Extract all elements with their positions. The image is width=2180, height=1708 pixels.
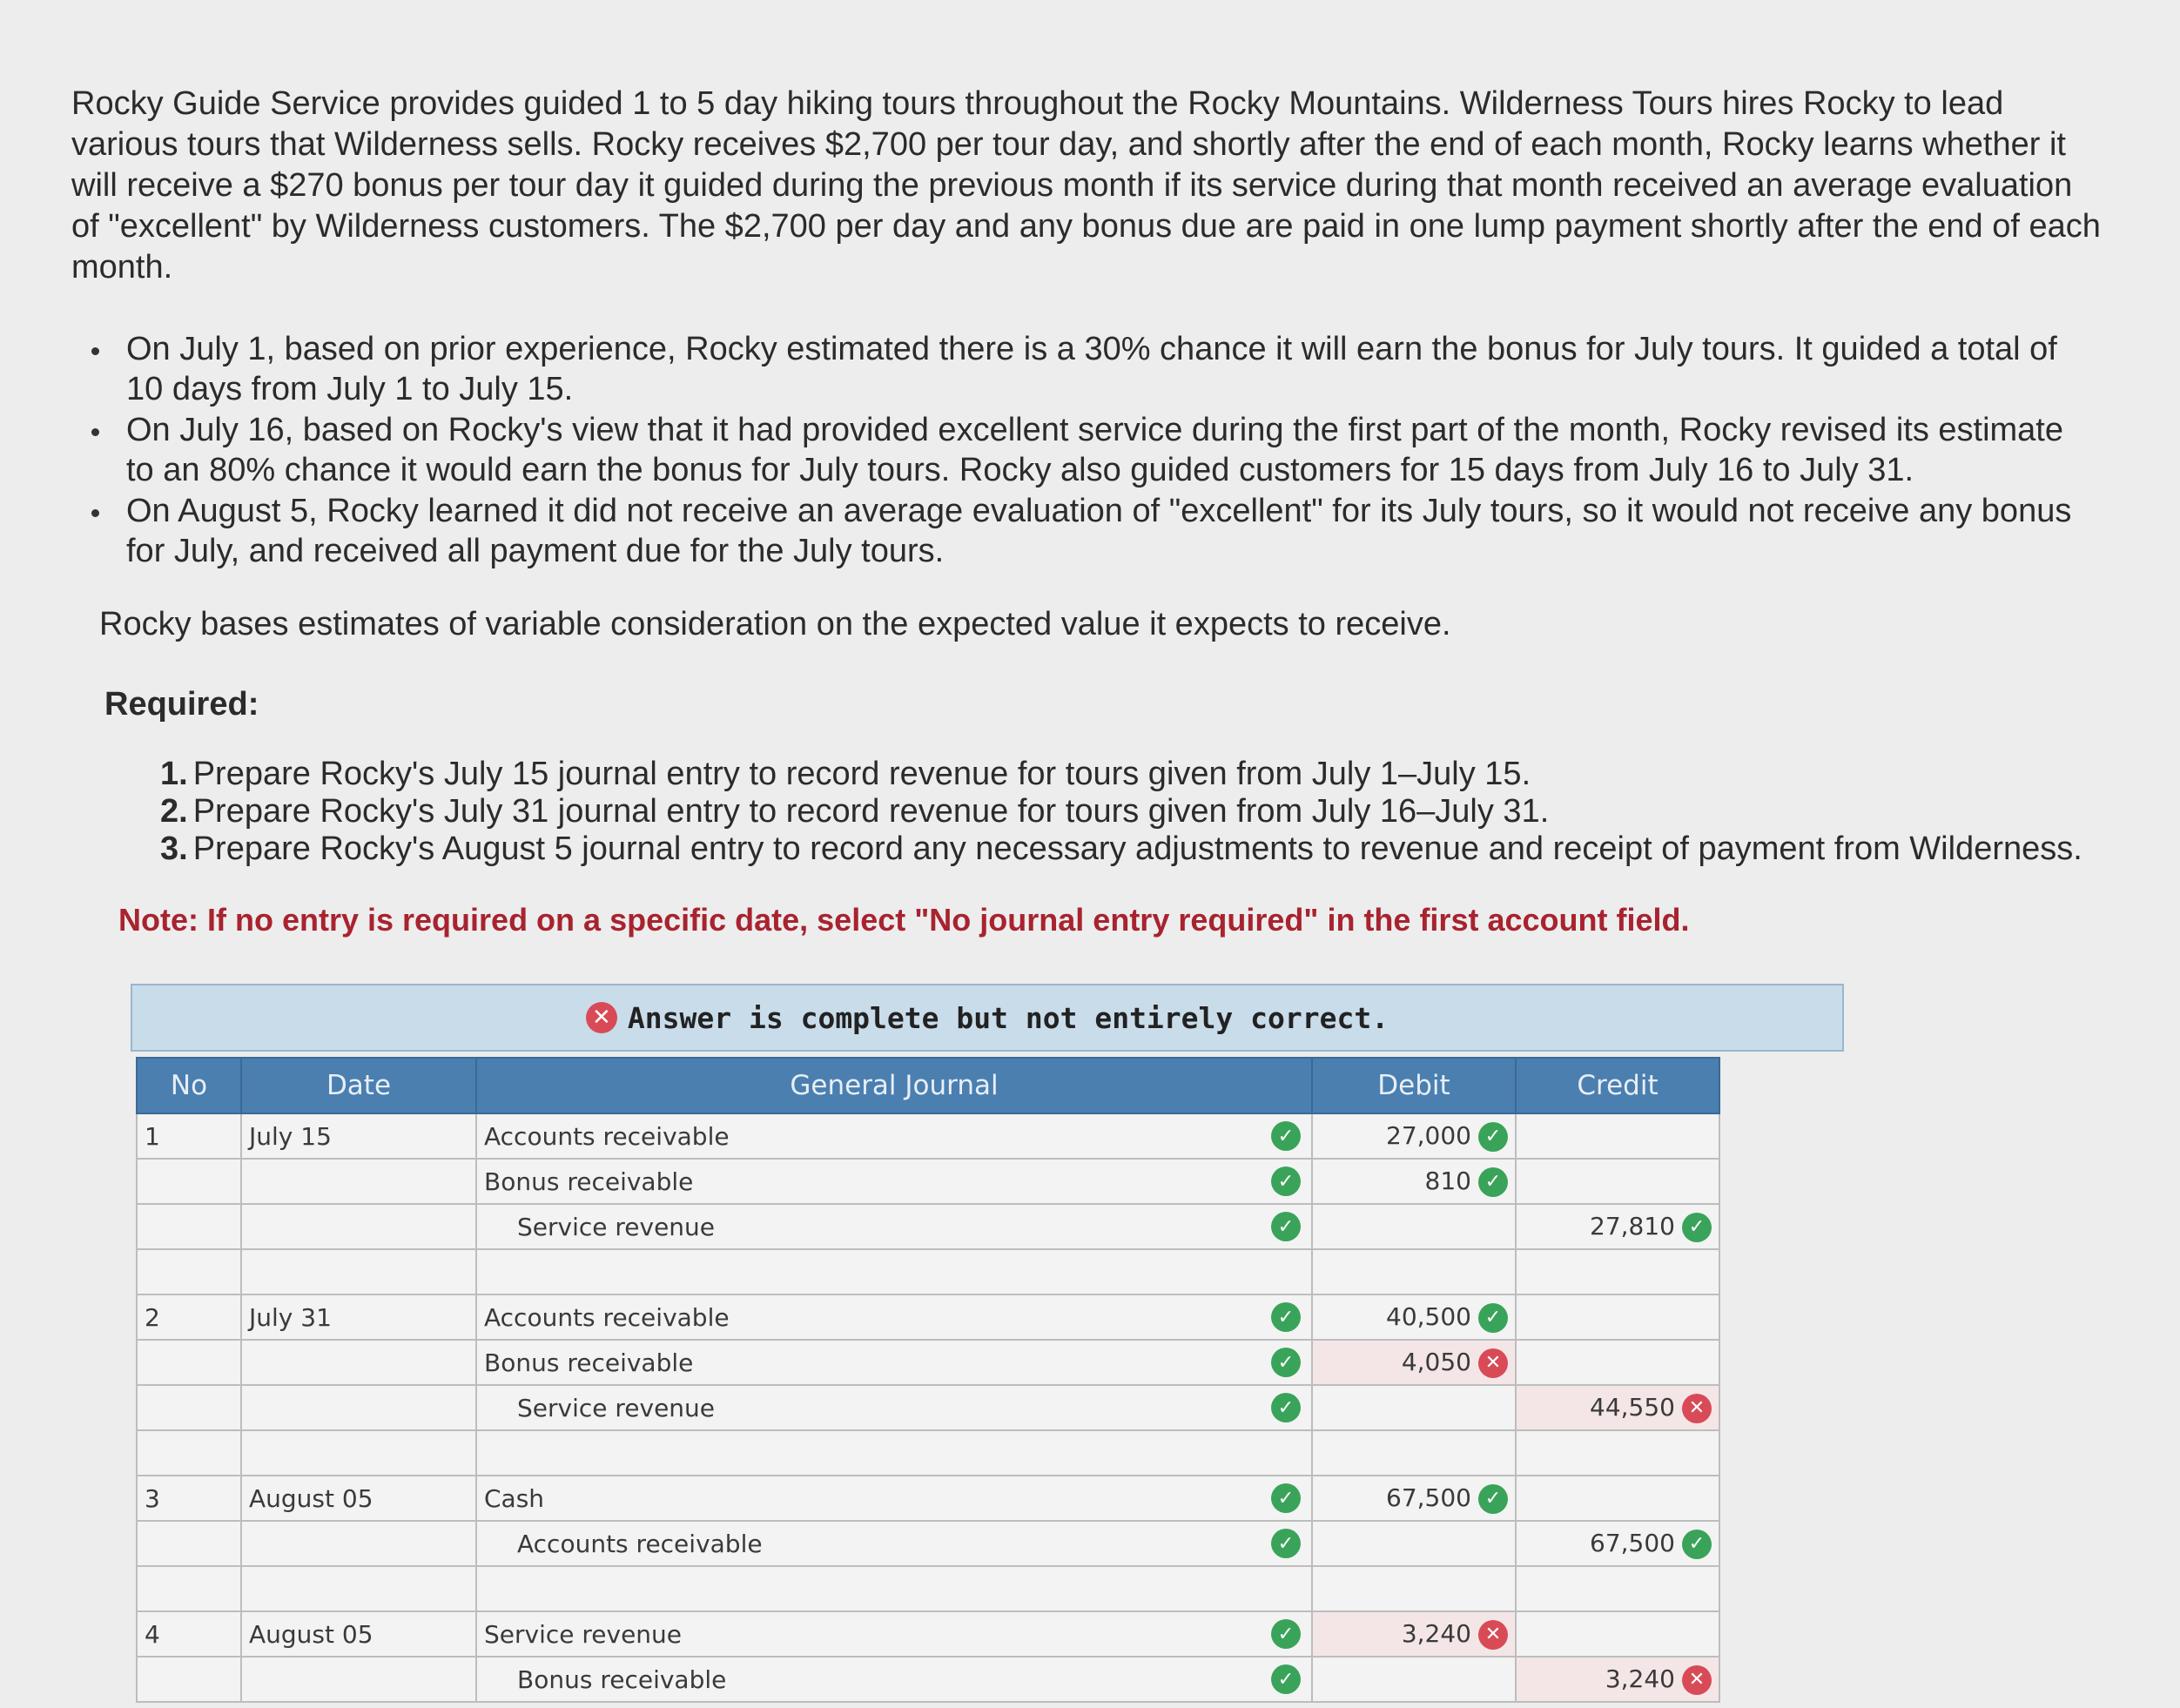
bullet-icon [91,428,99,436]
account-name: Accounts receivable [484,1121,730,1151]
account-field[interactable] [476,1294,1312,1340]
entry-date[interactable] [241,1340,476,1385]
account-field[interactable] [476,1430,1312,1476]
debit-value: 27,000 [1386,1120,1471,1150]
x-circle-icon: ✕ [1478,1620,1508,1650]
debit-field[interactable] [1312,1340,1516,1385]
credit-field[interactable] [1516,1476,1719,1521]
entry-date[interactable] [241,1430,476,1476]
credit-value: 44,550 [1590,1392,1675,1422]
account-field[interactable] [476,1113,1312,1159]
account-name: Accounts receivable [517,1529,763,1558]
table-row [137,1566,1719,1611]
general-journal-table [136,1057,1720,1703]
table-row [137,1385,1719,1430]
check-circle-icon: ✓ [1271,1121,1301,1151]
entry-date[interactable] [241,1204,476,1249]
debit-value: 40,500 [1386,1301,1471,1331]
entry-date[interactable]: July 31 [241,1294,476,1340]
x-circle-icon: ✕ [1682,1394,1712,1423]
entry-number: 4 [137,1611,241,1657]
entry-number [137,1657,241,1702]
credit-field[interactable] [1516,1657,1719,1702]
credit-field[interactable] [1516,1249,1719,1294]
check-circle-icon: ✓ [1271,1619,1301,1649]
table-row [137,1204,1719,1249]
table-row [137,1113,1719,1159]
debit-field[interactable] [1312,1476,1516,1521]
instruction-note: Note: If no entry is required on a specific date, select "No journal entry required" in the first account field. [118,902,1690,938]
account-field[interactable] [476,1249,1312,1294]
account-name: Service revenue [517,1212,716,1241]
check-circle-icon: ✓ [1271,1664,1301,1694]
entry-date[interactable]: August 05 [241,1611,476,1657]
table-row [137,1159,1719,1204]
check-circle-icon: ✓ [1271,1483,1301,1513]
check-circle-icon: ✓ [1271,1302,1301,1332]
answer-status-banner [131,984,1844,1052]
debit-value: 67,500 [1386,1483,1471,1512]
entry-number [137,1566,241,1611]
table-row [137,1430,1719,1476]
bullet-icon [91,347,99,355]
table-header-row [137,1058,1719,1113]
problem-intro: Rocky Guide Service provides guided 1 to 5 day hiking tours throughout the Rocky Mountains. Wilderness Tours hires Rocky to lead various tours that Wilderness sells. Rocky receives $2,700 per tour day, and shortly after the end of each month, Rocky learns whether it will receive a $270 bonus per tour day it guided during the previous month if its service during that month received an average evaluation of "excellent" by Wilderness customers. The $2,700 per day and any bonus due are paid in one lump payment shortly after the end of each month. [71,85,2101,286]
debit-field[interactable] [1312,1521,1516,1566]
answer-status-text: Answer is complete but not entirely correct. [627,1000,1389,1035]
check-circle-icon: ✓ [1271,1348,1301,1377]
debit-field[interactable] [1312,1430,1516,1476]
debit-field[interactable] [1312,1204,1516,1249]
table-row [137,1294,1719,1340]
account-field[interactable] [476,1657,1312,1702]
debit-field[interactable] [1312,1566,1516,1611]
header-date: Date [241,1058,476,1113]
debit-field[interactable] [1312,1249,1516,1294]
x-circle-icon: ✕ [1478,1348,1508,1378]
account-field[interactable] [476,1159,1312,1204]
check-circle-icon: ✓ [1271,1212,1301,1241]
table-row [137,1249,1719,1294]
debit-value: 4,050 [1401,1347,1471,1376]
debit-field[interactable] [1312,1385,1516,1430]
fact-item: On August 5, Rocky learned it did not receive an average evaluation of "excellent" for its July tours, so it would not receive any bonus for July, and received all payment due for the July tours. [91,491,2094,571]
credit-value: 67,500 [1590,1528,1675,1557]
account-name: Service revenue [484,1619,683,1649]
check-circle-icon: ✓ [1478,1303,1508,1333]
table-row [137,1476,1719,1521]
entry-date[interactable] [241,1159,476,1204]
journal-body [137,1113,1719,1702]
credit-field[interactable] [1516,1204,1719,1249]
check-circle-icon: ✓ [1682,1213,1712,1242]
debit-field[interactable] [1312,1294,1516,1340]
credit-field[interactable] [1516,1566,1719,1611]
entry-number [137,1385,241,1430]
check-circle-icon: ✓ [1271,1529,1301,1558]
entry-number [137,1521,241,1566]
entry-number [137,1430,241,1476]
entry-number [137,1159,241,1204]
estimate-text: Rocky bases estimates of variable consideration on the expected value it expects to receive. [99,606,1451,642]
credit-field[interactable] [1516,1159,1719,1204]
account-name: Bonus receivable [484,1348,694,1377]
account-name: Accounts receivable [484,1302,730,1332]
entry-number: 1 [137,1113,241,1159]
check-circle-icon: ✓ [1478,1484,1508,1514]
debit-field[interactable] [1312,1159,1516,1204]
credit-field[interactable] [1516,1294,1719,1340]
account-field[interactable] [476,1385,1312,1430]
bullet-icon [91,509,99,517]
requirement-item: 2. Prepare Rocky's July 31 journal entry to record revenue for tours given from July 16–July 31. [160,793,1550,830]
account-name: Bonus receivable [517,1664,727,1694]
account-field[interactable] [476,1476,1312,1521]
entry-number [137,1249,241,1294]
header-credit: Credit [1516,1058,1719,1113]
account-name: Bonus receivable [484,1167,694,1196]
table-row [137,1521,1719,1566]
debit-value: 3,240 [1401,1618,1471,1648]
account-field[interactable] [476,1566,1312,1611]
debit-value: 810 [1424,1166,1471,1195]
credit-field[interactable] [1516,1430,1719,1476]
header-debit: Debit [1312,1058,1516,1113]
entry-number [137,1204,241,1249]
entry-number: 3 [137,1476,241,1521]
credit-field[interactable] [1516,1521,1719,1566]
debit-field[interactable] [1312,1657,1516,1702]
account-field[interactable] [476,1204,1312,1249]
requirement-item: 1. Prepare Rocky's July 15 journal entry to record revenue for tours given from July 1–July 15. [160,756,1531,792]
credit-value: 27,810 [1590,1211,1675,1241]
account-field[interactable] [476,1611,1312,1657]
check-circle-icon: ✓ [1478,1167,1508,1197]
fact-item: On July 1, based on prior experience, Rocky estimated there is a 30% chance it will earn the bonus for July tours. It guided a total of 10 days from July 1 to July 15. [91,329,2094,409]
table-row [137,1611,1719,1657]
account-field[interactable] [476,1521,1312,1566]
account-name: Service revenue [517,1393,716,1422]
account-field[interactable] [476,1340,1312,1385]
debit-field[interactable] [1312,1113,1516,1159]
entry-number [137,1340,241,1385]
check-circle-icon: ✓ [1478,1122,1508,1152]
table-row [137,1657,1719,1702]
fact-item: On July 16, based on Rocky's view that it had provided excellent service during the first part of the month, Rocky revised its estimate to an 80% chance it would earn the bonus for July tours. Rocky also guided customers for 15 days from July 16 to July 31. [91,410,2094,490]
entry-date[interactable] [241,1249,476,1294]
check-circle-icon: ✓ [1271,1167,1301,1196]
x-circle-icon: ✕ [1682,1665,1712,1695]
entry-number: 2 [137,1294,241,1340]
fact-list [91,329,2094,572]
entry-date[interactable]: August 05 [241,1476,476,1521]
credit-field[interactable] [1516,1611,1719,1657]
check-circle-icon: ✓ [1271,1393,1301,1422]
x-circle-icon: ✕ [586,1002,617,1033]
credit-field[interactable] [1516,1340,1719,1385]
entry-date[interactable] [241,1385,476,1430]
debit-field[interactable] [1312,1611,1516,1657]
requirement-item: 3. Prepare Rocky's August 5 journal entry to record any necessary adjustments to revenue and receipt of payment from Wilderness. [160,830,2082,867]
table-row [137,1340,1719,1385]
account-name: Cash [484,1483,545,1513]
credit-field[interactable] [1516,1113,1719,1159]
entry-date[interactable] [241,1566,476,1611]
requirements-list [160,756,2082,868]
entry-date[interactable] [241,1657,476,1702]
credit-field[interactable] [1516,1385,1719,1430]
entry-date[interactable] [241,1521,476,1566]
header-general-journal: General Journal [476,1058,1312,1113]
credit-value: 3,240 [1605,1664,1675,1693]
required-label: Required: [104,686,259,723]
check-circle-icon: ✓ [1682,1530,1712,1559]
header-no: No [137,1058,241,1113]
entry-date[interactable]: July 15 [241,1113,476,1159]
